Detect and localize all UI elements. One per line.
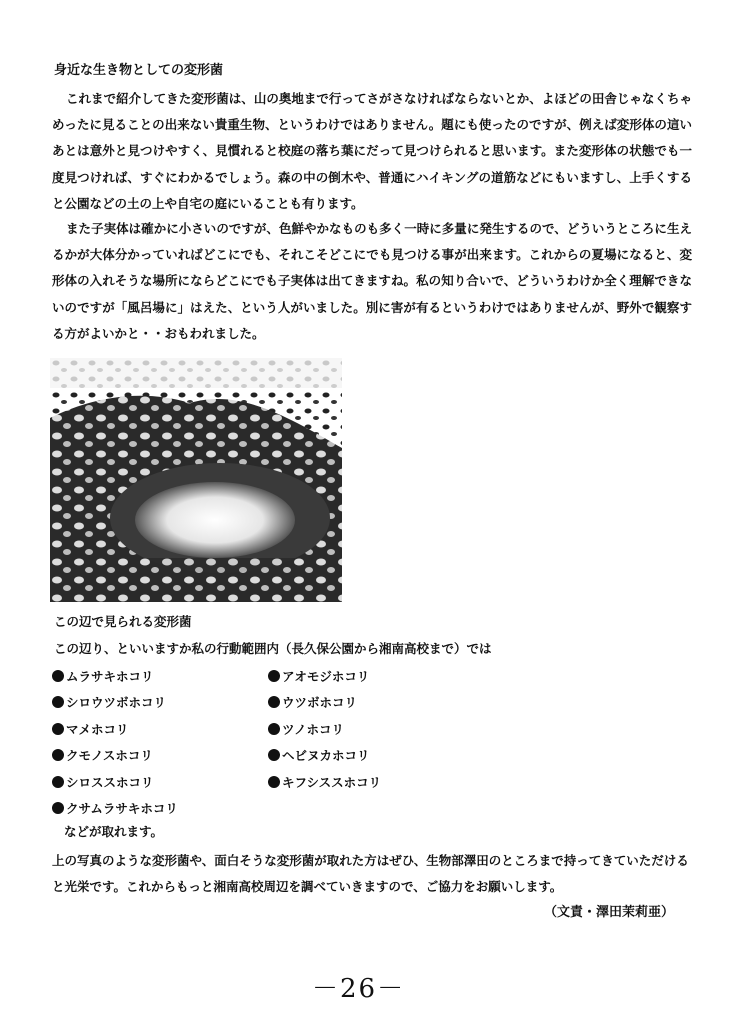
list-item <box>52 717 178 743</box>
bullet-icon <box>52 723 64 735</box>
species-list-left <box>52 664 178 822</box>
section-heading: 身近な生き物としての変形菌 <box>54 63 224 78</box>
species-name: ツノホコリ <box>282 721 345 737</box>
section2-heading: この辺で見られる変形菌 <box>54 614 192 629</box>
bullet-icon <box>52 670 64 682</box>
paragraph-3: 上の写真のような変形菌や、面白そうな変形菌が取れた方はぜひ、生物部澤田のところまで持ってきていただけると光栄です。これからもっと湘南高校周辺を調べていきますので、ご協力をお願いします。 <box>52 853 689 894</box>
species-name: ウツボホコリ <box>282 695 358 711</box>
closing-line: などが取れます。 <box>64 824 164 839</box>
list-item <box>268 717 381 743</box>
bullet-icon <box>52 776 64 788</box>
section2-intro: この辺り、といいますか私の行動範囲内（長久保公園から湘南高校まで）では <box>54 641 492 656</box>
bullet-icon <box>268 776 280 788</box>
list-item <box>52 664 178 690</box>
bullet-icon <box>268 670 280 682</box>
bullet-icon <box>52 749 64 761</box>
species-name: クモノスホコリ <box>66 748 153 764</box>
slime-mold-photo <box>50 358 342 602</box>
bullet-icon <box>268 723 280 735</box>
list-item <box>268 743 381 769</box>
species-name: クサムラサキホコリ <box>66 800 178 816</box>
species-name: アオモジホコリ <box>282 669 370 684</box>
species-list-right <box>268 664 381 796</box>
list-item <box>52 770 178 796</box>
list-item <box>52 796 178 822</box>
list-item <box>268 664 381 690</box>
species-name: キフシススホコリ <box>282 774 382 790</box>
bullet-icon <box>268 696 280 708</box>
species-name: ヘビヌカホコリ <box>282 748 370 764</box>
bullet-icon <box>52 802 64 814</box>
species-name: ムラサキホコリ <box>66 669 154 684</box>
paragraph-1 <box>52 86 692 217</box>
page-number: －26－ <box>312 974 406 1004</box>
bullet-icon <box>52 696 64 708</box>
author-credit: （文責・澤田茉莉亜） <box>544 905 675 920</box>
bullet-icon <box>268 749 280 761</box>
paragraph-2-text: また子実体は確かに小さいのですが、色鮮やかなものも多く一時に多量に発生するので、どういうところに生えるかが大体分かっていればどこにでも、それこそどこにでも見つける事が出来ます。これからの夏場になると、変形体の入れそうな場所にならどこにでも子実体は出てきますね。私の知り合いで、どういうわけか全く理解できないのですが「風呂場に」はえた、という人がいました。別に害が有るというわけではありませんが、野外で観察する方がよいかと・・おもわれました。 <box>52 221 692 341</box>
species-name: シロススホコリ <box>66 774 154 790</box>
species-name: マメホコリ <box>66 721 129 737</box>
list-item <box>268 770 381 796</box>
list-item <box>52 743 178 769</box>
list-item <box>52 690 178 716</box>
paragraph-2 <box>52 216 692 347</box>
species-name: シロウツボホコリ <box>66 695 167 711</box>
list-item <box>268 690 381 716</box>
paragraph-1-text: これまで紹介してきた変形菌は、山の奥地まで行ってさがさなければならないとか、よほどの田舎じゃなくちゃめったに見ることの出来ない貴重生物、というわけではありません。題にも使ったのですが、例えば変形体の這いあとは意外と見つけやすく、見慣れると校庭の落ち葉にだって見つけられると思います。また変形体の状態でも一度見つければ、すぐにわかるでしょう。森の中の倒木や、普通にハイキングの道筋などにもいますし、上手くすると公園などの土の上や自宅の庭にいることも有ります。 <box>52 91 692 211</box>
